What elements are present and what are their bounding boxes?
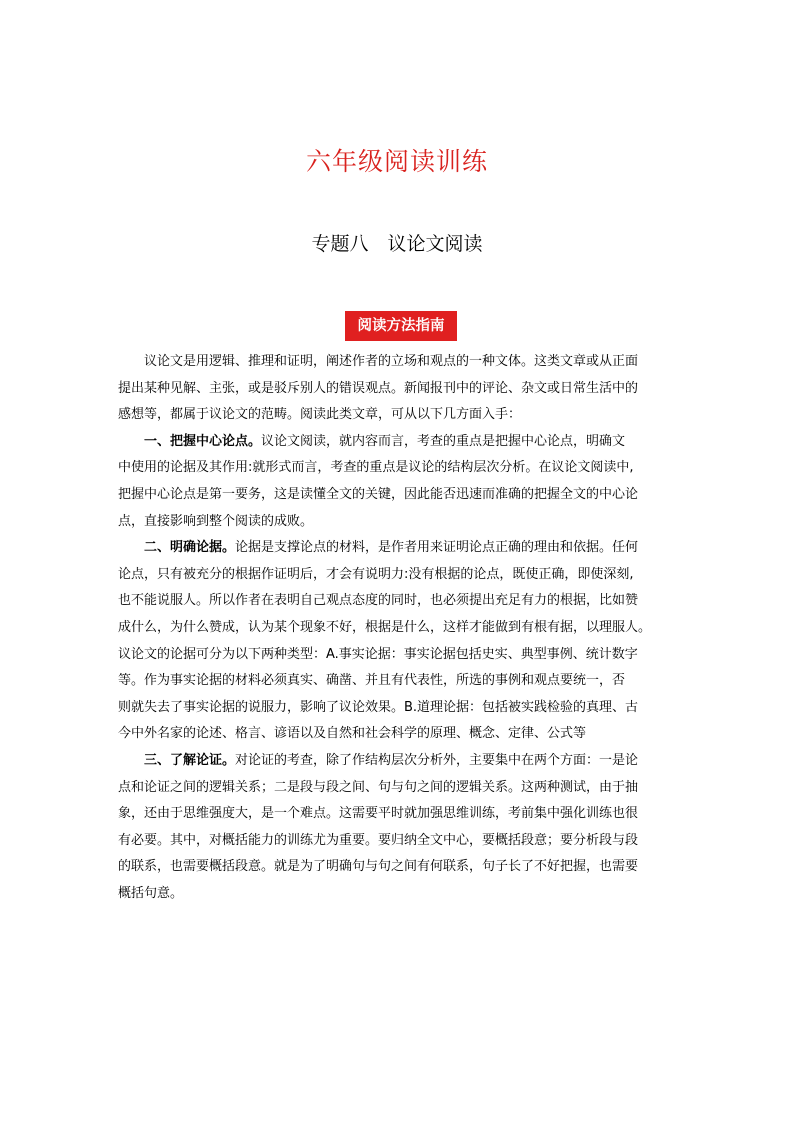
- text-span: 议论文阅读，就内容而言，考查的重点是把握中心论点，明确文: [261, 433, 626, 449]
- text-line: 议论文是用逻辑、推理和证明，阐述作者的立场和观点的一种文体。这类文章或从正面: [144, 354, 639, 369]
- point3-label: 三、了解论证。: [144, 752, 236, 768]
- text-line: 点，直接影响到整个阅读的成败。: [118, 513, 314, 529]
- point2-paragraph: [118, 535, 684, 748]
- text-span: 对论证的考查，除了作结构层次分析外，主要集中在两个方面：一是论: [235, 752, 639, 768]
- text-line: [118, 429, 684, 456]
- text-line: [118, 535, 684, 562]
- text-line: 象，还由于思维强度大，是一个难点。这需要平时就加强思维训练，考前集中强化训练也很: [118, 806, 639, 822]
- text-line: 概括句意。: [118, 885, 184, 901]
- text-line: 中使用的论据及其作用:就形式而言，考查的重点是议论的结构层次分析。在议论文阅读中,: [118, 460, 634, 476]
- text-line: 把握中心论点是第一要务，这是读懂全文的关键，因此能否迅速而准确的把握全文的中心论: [118, 486, 639, 502]
- document-title: 六年级阅读训练: [305, 147, 488, 176]
- text-line: 点和论证之间的逻辑关系；二是段与段之间、句与句之间的逻辑关系。这两种测试，由于抽: [118, 779, 639, 795]
- point1-paragraph: [118, 429, 684, 535]
- text-line: 等。作为事实论据的材料必须真实、确凿、并且有代表性，所选的事例和观点要统一，否: [118, 673, 626, 689]
- text-line: 今中外名家的论述、格言、谚语以及自然和社会科学的原理、概念、定律、公式等: [118, 726, 587, 742]
- article-body: [118, 349, 684, 907]
- point1-label: 一、把握中心论点。: [144, 433, 262, 449]
- section-badge: 阅读方法指南: [345, 311, 457, 341]
- text-line: [118, 748, 684, 775]
- text-line: 感想等，都属于议论文的范畴。阅读此类文章，可从以下几方面入手：: [118, 407, 522, 423]
- intro-paragraph: [118, 349, 684, 429]
- point2-label: 二、明确论据。: [144, 540, 236, 556]
- text-line: 成什么，为什么赞成，认为某个现象不好，根据是什么，这样才能做到有根有据，以理服人。: [118, 619, 652, 635]
- text-line: 议论文的论据可分为以下两种类型：A.事实论据：事实论据包括史实、典型事例、统计数字: [118, 646, 638, 662]
- text-line: 论点，只有被充分的根据作证明后，才会有说明力:没有根据的论点，既使正确，即使深刻,: [118, 566, 634, 582]
- text-span: 论据是支撑论点的材料，是作者用来证明论点正确的理由和依据。任何: [235, 540, 639, 556]
- text-line: 有必要。其中，对概括能力的训练尤为重要。要归纳全文中心，要概括段意；要分析段与段: [118, 832, 639, 848]
- text-line: 则就失去了事实论据的说服力，影响了议论效果。B.道理论据：包括被实践检验的真理、古: [118, 699, 639, 715]
- document-subtitle: 专题八 议论文阅读: [311, 233, 483, 255]
- point3-paragraph: [118, 748, 684, 908]
- text-line: 也不能说服人。所以作者在表明自己观点态度的同时，也必须提出充足有力的根据，比如赞: [118, 593, 639, 609]
- text-line: 提出某种见解、主张，或是驳斥别人的错误观点。新闻报刊中的评论、杂文或日常生活中的: [118, 380, 639, 396]
- text-line: 的联系，也需要概括段意。就是为了明确句与句之间有何联系，句子长了不好把握，也需要: [118, 859, 639, 875]
